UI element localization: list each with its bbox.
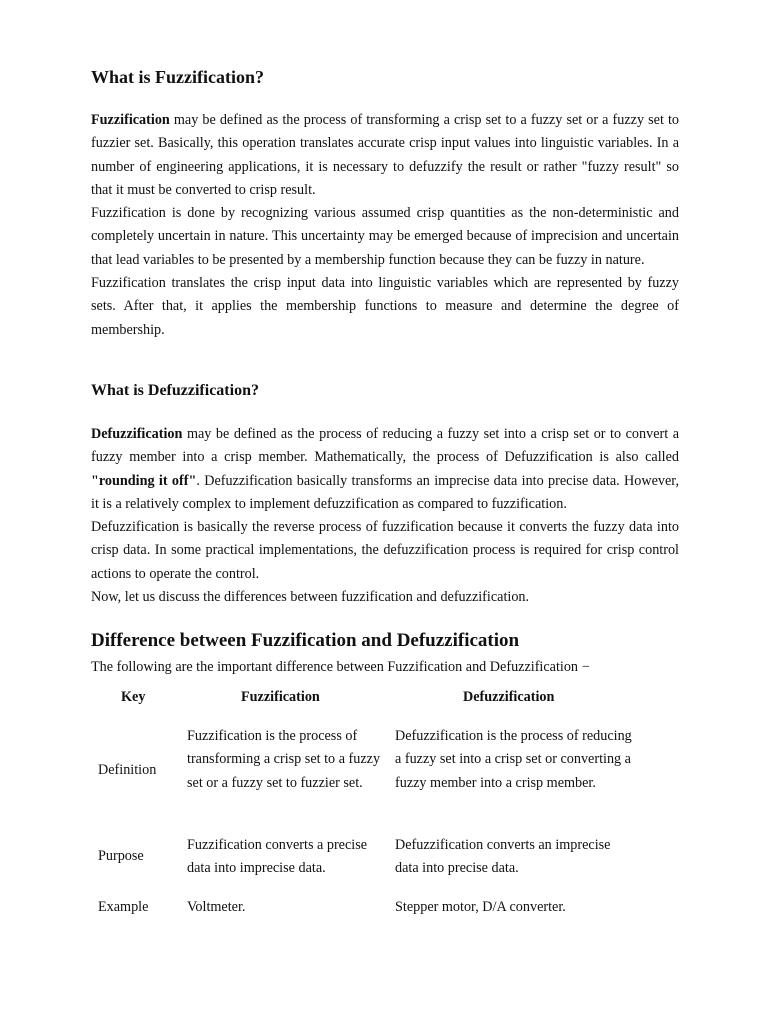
row-purpose-key: Purpose: [98, 848, 144, 864]
row-purpose-defuzzification: Defuzzification converts an imprecise data into precise data.: [395, 837, 611, 877]
fuzzification-paragraph-3: Fuzzification translates the crisp input data into linguistic variables which are represented by fuzzy sets. After that, it applies the membership functions to measure and determine the degree of membership.: [91, 275, 679, 338]
table-header-defuzzification: Defuzzification: [463, 689, 555, 705]
defuzzification-paragraph-1: [91, 423, 679, 516]
fuzzification-paragraph-1: [91, 109, 679, 202]
defuzzification-paragraph-2: Defuzzification is basically the reverse process of fuzzification because it converts the fuzzy data into crisp data. In some practical implementations, the defuzzification process is required for crisp control actions to operate the control.: [91, 519, 679, 582]
difference-intro: The following are the important difference between Fuzzification and Defuzzification −: [91, 659, 590, 675]
defuzzification-text-a: may be defined as the process of reducing a fuzzy set into a crisp set or to convert a fuzzy member into a crisp member. Mathematically, the process of Defuzzification is also called: [91, 426, 679, 466]
row-example-key: Example: [98, 899, 149, 915]
row-purpose-fuzzification: Fuzzification converts a precise data into imprecise data.: [187, 837, 368, 877]
defuzzification-term: Defuzzification: [91, 426, 183, 442]
table-header-key: Key: [121, 689, 146, 705]
defuzzification-text-b: . Defuzzification basically transforms an imprecise data into precise data. However, it is a relatively complex to implement defuzzification as compared to fuzzification.: [91, 472, 679, 512]
row-definition-fuzzification: Fuzzification is the process of transforming a crisp set to a fuzzy set or a fuzzy set to fuzzier set.: [187, 728, 381, 791]
defuzzification-paragraph-3: Now, let us discuss the differences between fuzzification and defuzzification.: [91, 589, 530, 606]
fuzzification-heading: What is Fuzzification?: [91, 67, 264, 87]
row-definition-defuzzification: Defuzzification is the process of reducing a fuzzy set into a crisp set or converting a fuzzy member into a crisp member.: [395, 728, 632, 791]
row-example-fuzzification: Voltmeter.: [187, 899, 246, 915]
defuzzification-body: [91, 423, 679, 609]
table-header-fuzzification: Fuzzification: [241, 689, 320, 705]
rounding-it-off-quote: "rounding it off": [91, 472, 197, 489]
fuzzification-definition-text: may be defined as the process of transforming a crisp set to a fuzzy set or a fuzzy set to fuzzier set. Basically, this operation translates accurate crisp input values into linguistic variables. In a number of engineering applications, it is necessary to defuzzify the result or rather "fuzzy result" so that it must be converted to crisp result.: [91, 112, 679, 198]
row-example-defuzzification: Stepper motor, D/A converter.: [395, 899, 566, 915]
fuzzification-paragraph-2: Fuzzification is done by recognizing various assumed crisp quantities as the non-deterministic and completely uncertain in nature. This uncertainty may be emerged because of imprecision and uncertain that lead variables to be presented by a membership function because they can be fuzzy in nature.: [91, 205, 679, 268]
row-definition-key: Definition: [98, 762, 157, 778]
fuzzification-term: Fuzzification: [91, 112, 170, 128]
difference-heading: Difference between Fuzzification and Defuzzification: [91, 630, 520, 651]
fuzzification-body: [91, 109, 679, 342]
defuzzification-heading: What is Defuzzification?: [91, 382, 259, 399]
